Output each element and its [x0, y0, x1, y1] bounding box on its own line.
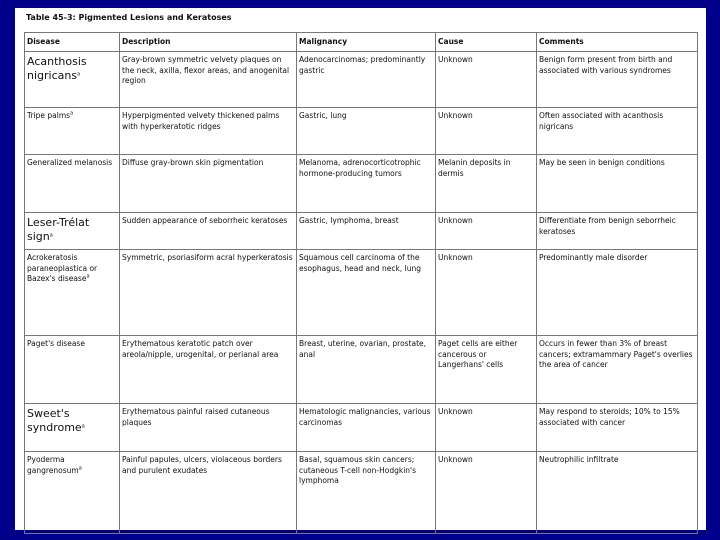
slide-page [15, 8, 706, 530]
lesions-table [24, 32, 698, 534]
table-row [25, 108, 698, 155]
table-title: Table 45-3: Pigmented Lesions and Keratoses [26, 13, 232, 22]
description-cell: Hyperpigmented velvety thickened palms with hyperkeratotic ridges [120, 108, 297, 155]
malignancy-cell: Squamous cell carcinoma of the esophagus, head and neck, lung [297, 250, 436, 336]
malignancy-cell: Hematologic malignancies, various carcinomas [297, 404, 436, 452]
malignancy-cell: Breast, uterine, ovarian, prostate, anal [297, 336, 436, 404]
cause-cell: Unknown [436, 404, 537, 452]
comments-cell: Neutrophilic infiltrate [537, 452, 698, 534]
table-row [25, 404, 698, 452]
table-row [25, 52, 698, 108]
header-malignancy: Malignancy [297, 33, 436, 52]
comments-cell: Predominantly male disorder [537, 250, 698, 336]
comments-cell: Differentiate from benign seborrheic keratoses [537, 213, 698, 250]
table-row [25, 155, 698, 213]
malignancy-cell: Basal, squamous skin cancers; cutaneous T-cell non-Hodgkin's lymphoma [297, 452, 436, 534]
disease-cell: Generalized melanosis [25, 155, 120, 213]
description-cell: Erythematous keratotic patch over areola/nipple, urogenital, or perianal area [120, 336, 297, 404]
header-description: Description [120, 33, 297, 52]
table-row [25, 213, 698, 250]
cause-cell: Unknown [436, 452, 537, 534]
footnote-mark: a [77, 71, 81, 78]
cause-cell: Paget cells are either cancerous or Langerhans' cells [436, 336, 537, 404]
description-cell: Symmetric, psoriasiform acral hyperkeratosis [120, 250, 297, 336]
comments-cell: May be seen in benign conditions [537, 155, 698, 213]
malignancy-cell: Gastric, lymphoma, breast [297, 213, 436, 250]
header-comments: Comments [537, 33, 698, 52]
footnote-mark: a [49, 232, 53, 239]
header-row [25, 33, 698, 52]
description-cell: Gray-brown symmetric velvety plaques on the neck, axilla, flexor areas, and anogenital region [120, 52, 297, 108]
header-disease: Disease [25, 33, 120, 52]
table-row [25, 336, 698, 404]
cause-cell: Unknown [436, 108, 537, 155]
header-cause: Cause [436, 33, 537, 52]
disease-cell: Sweet's syndrome$^a$ [25, 404, 120, 452]
comments-cell: Benign form present from birth and associated with various syndromes [537, 52, 698, 108]
disease-cell: Acanthosis nigricans$^a$ [25, 52, 120, 108]
disease-cell: Paget's disease [25, 336, 120, 404]
footnote-mark: a [86, 273, 90, 280]
footnote-mark: a [81, 423, 85, 430]
malignancy-cell: Gastric, lung [297, 108, 436, 155]
malignancy-cell: Adenocarcinomas; predominantly gastric [297, 52, 436, 108]
table-row [25, 250, 698, 336]
disease-cell: Leser-Trélat sign$^a$ [25, 213, 120, 250]
cause-cell: Unknown [436, 213, 537, 250]
cause-cell: Unknown [436, 250, 537, 336]
comments-cell: Often associated with acanthosis nigricans [537, 108, 698, 155]
description-cell: Diffuse gray-brown skin pigmentation [120, 155, 297, 213]
disease-cell: Tripe palms$^a$ [25, 108, 120, 155]
disease-cell: Acrokeratosis paraneoplastica or Bazex's disease$^a$ [25, 250, 120, 336]
comments-cell: Occurs in fewer than 3% of breast cancers; extramammary Paget's overlies the area of cancer [537, 336, 698, 404]
description-cell: Erythematous painful raised cutaneous plaques [120, 404, 297, 452]
disease-cell: Pyoderma gangrenosum$^a$ [25, 452, 120, 534]
footnote-mark: a [78, 465, 82, 471]
comments-cell: May respond to steroids; 10% to 15% associated with cancer [537, 404, 698, 452]
cause-cell: Melanin deposits in dermis [436, 155, 537, 213]
description-cell: Sudden appearance of seborrheic keratoses [120, 213, 297, 250]
footnote-mark: a [70, 110, 74, 117]
table-row [25, 452, 698, 534]
cause-cell: Unknown [436, 52, 537, 108]
malignancy-cell: Melanoma, adrenocorticotrophic hormone-producing tumors [297, 155, 436, 213]
description-cell: Painful papules, ulcers, violaceous borders and purulent exudates [120, 452, 297, 534]
